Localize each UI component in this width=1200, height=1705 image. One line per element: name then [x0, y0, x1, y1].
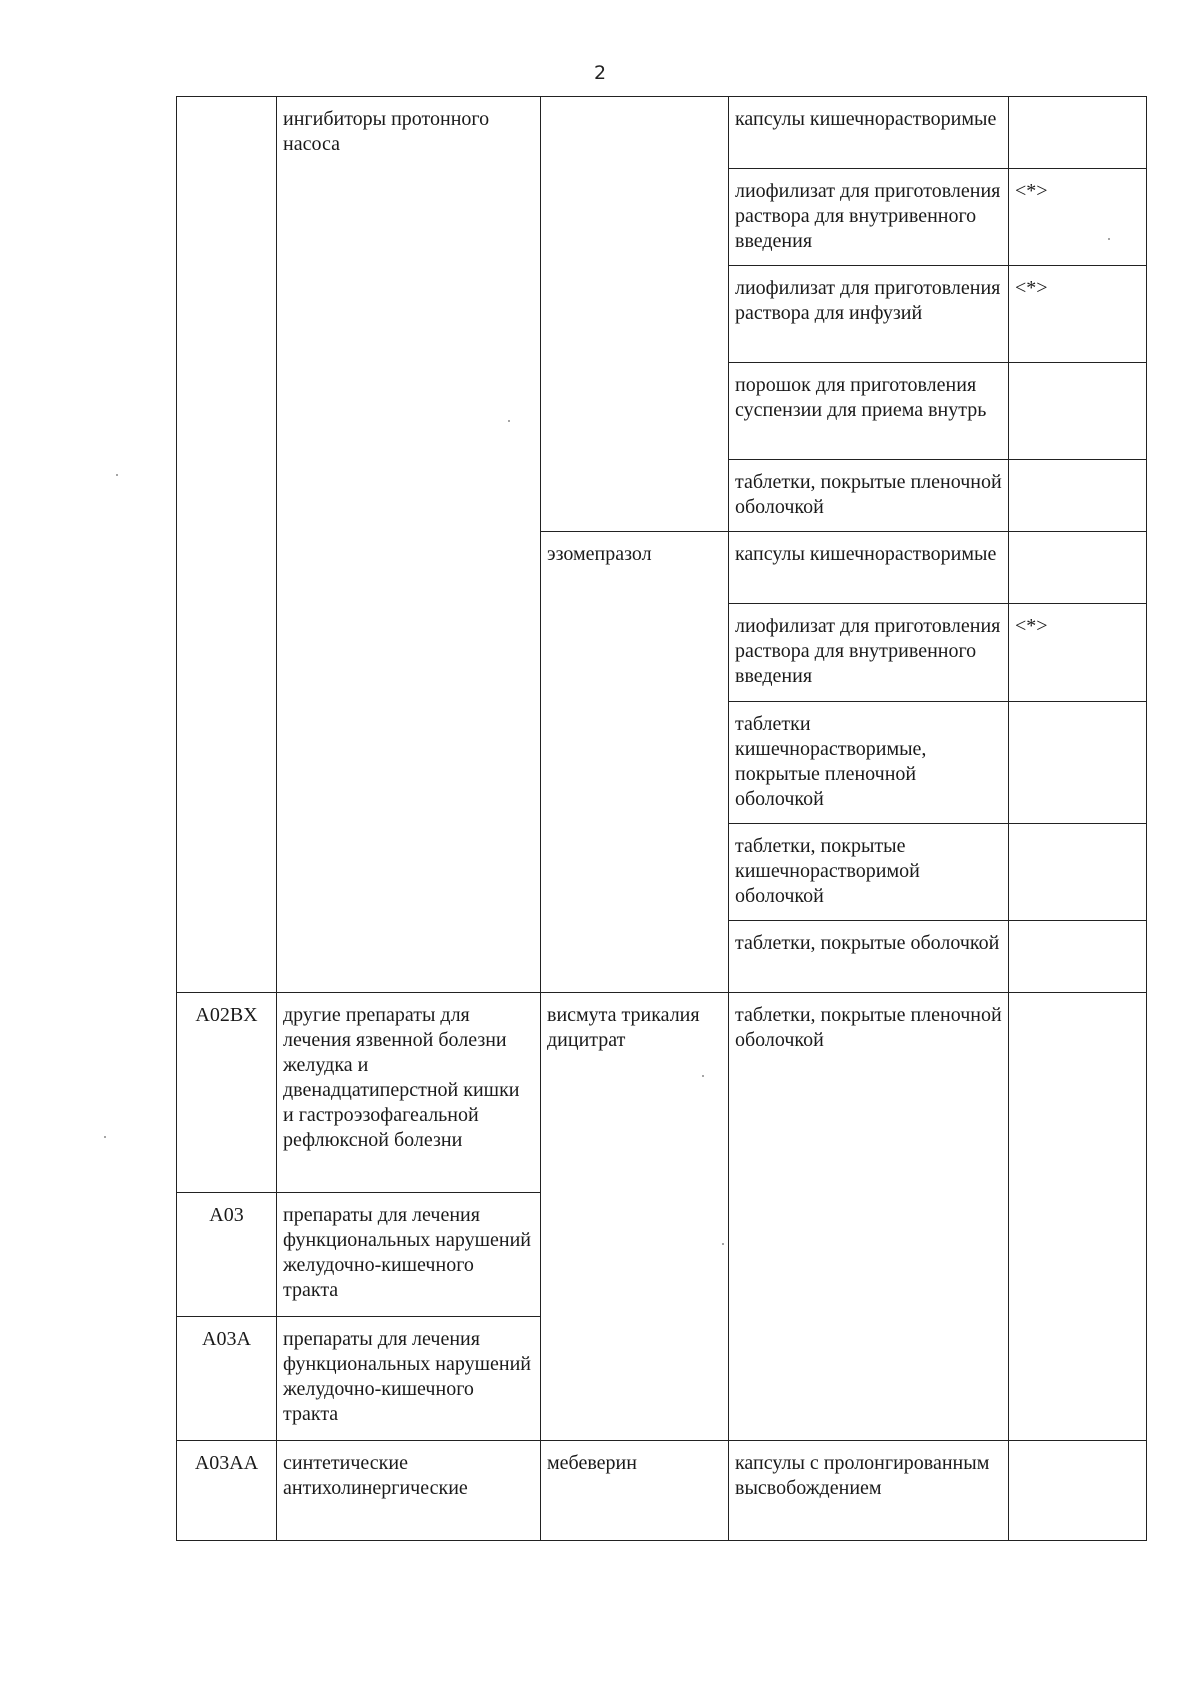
pharmacological-group-cell: синтетические антихолинергические: [277, 1441, 541, 1541]
note-cell: [1009, 532, 1147, 604]
dosage-form-cell: лиофилизат для приготовления раствора для инфузий: [729, 266, 1009, 363]
scan-speck: [508, 420, 510, 422]
note-cell: [1009, 702, 1147, 824]
note-cell: <*>: [1009, 266, 1147, 363]
atc-code-cell: A03A: [177, 1317, 277, 1441]
pharmacological-group-cell: другие препараты для лечения язвенной болезни желудка и двенадцатиперстной кишки и гастроэзофагеальной рефлюксной болезни: [277, 993, 541, 1193]
atc-code-cell: A02BX: [177, 993, 277, 1193]
note-cell: <*>: [1009, 604, 1147, 702]
note-cell: [1009, 921, 1147, 993]
substance-cell: эзомепразол: [541, 532, 729, 993]
note-cell: [1009, 824, 1147, 921]
page-number: 2: [593, 62, 607, 84]
dosage-form-cell: порошок для приготовления суспензии для приема внутрь: [729, 363, 1009, 460]
scan-speck: [116, 474, 118, 476]
substance-cell: [541, 97, 729, 532]
substance-cell: мебеверин: [541, 1441, 729, 1541]
dosage-form-cell: таблетки, покрытые пленочной оболочкой: [729, 993, 1009, 1441]
note-cell: [1009, 1441, 1147, 1541]
dosage-form-cell: таблетки, покрытые пленочной оболочкой: [729, 460, 1009, 532]
dosage-form-cell: лиофилизат для приготовления раствора для внутривенного введения: [729, 604, 1009, 702]
scan-speck: [1108, 238, 1110, 240]
scan-speck: [104, 1136, 106, 1138]
note-cell: [1009, 363, 1147, 460]
dosage-form-cell: таблетки, покрытые кишечнорастворимой оболочкой: [729, 824, 1009, 921]
table-row: [177, 1441, 1147, 1541]
dosage-form-cell: капсулы кишечнорастворимые: [729, 97, 1009, 169]
note-cell: <*>: [1009, 169, 1147, 266]
pharmacological-group-cell: ингибиторы протонного насоса: [277, 97, 541, 993]
atc-code-cell: A03AA: [177, 1441, 277, 1541]
scan-speck: [702, 1075, 704, 1077]
substance-cell: висмута трикалия дицитрат: [541, 993, 729, 1441]
note-cell: [1009, 97, 1147, 169]
note-cell: [1009, 460, 1147, 532]
dosage-form-cell: капсулы с пролонгированным высвобождением: [729, 1441, 1009, 1541]
dosage-form-cell: таблетки, покрытые оболочкой: [729, 921, 1009, 993]
pharmacological-group-cell: препараты для лечения функциональных нарушений желудочно-кишечного тракта: [277, 1193, 541, 1317]
scan-speck: [722, 1243, 724, 1245]
table-row: [177, 993, 1147, 1193]
drug-list-table: [176, 96, 1147, 1541]
dosage-form-cell: лиофилизат для приготовления раствора для внутривенного введения: [729, 169, 1009, 266]
atc-code-cell: A03: [177, 1193, 277, 1317]
dosage-form-cell: капсулы кишечнорастворимые: [729, 532, 1009, 604]
pharmacological-group-cell: препараты для лечения функциональных нарушений желудочно-кишечного тракта: [277, 1317, 541, 1441]
atc-code-cell: [177, 97, 277, 993]
dosage-form-cell: таблетки кишечнорастворимые, покрытые пленочной оболочкой: [729, 702, 1009, 824]
table-row: [177, 97, 1147, 169]
note-cell: [1009, 993, 1147, 1441]
